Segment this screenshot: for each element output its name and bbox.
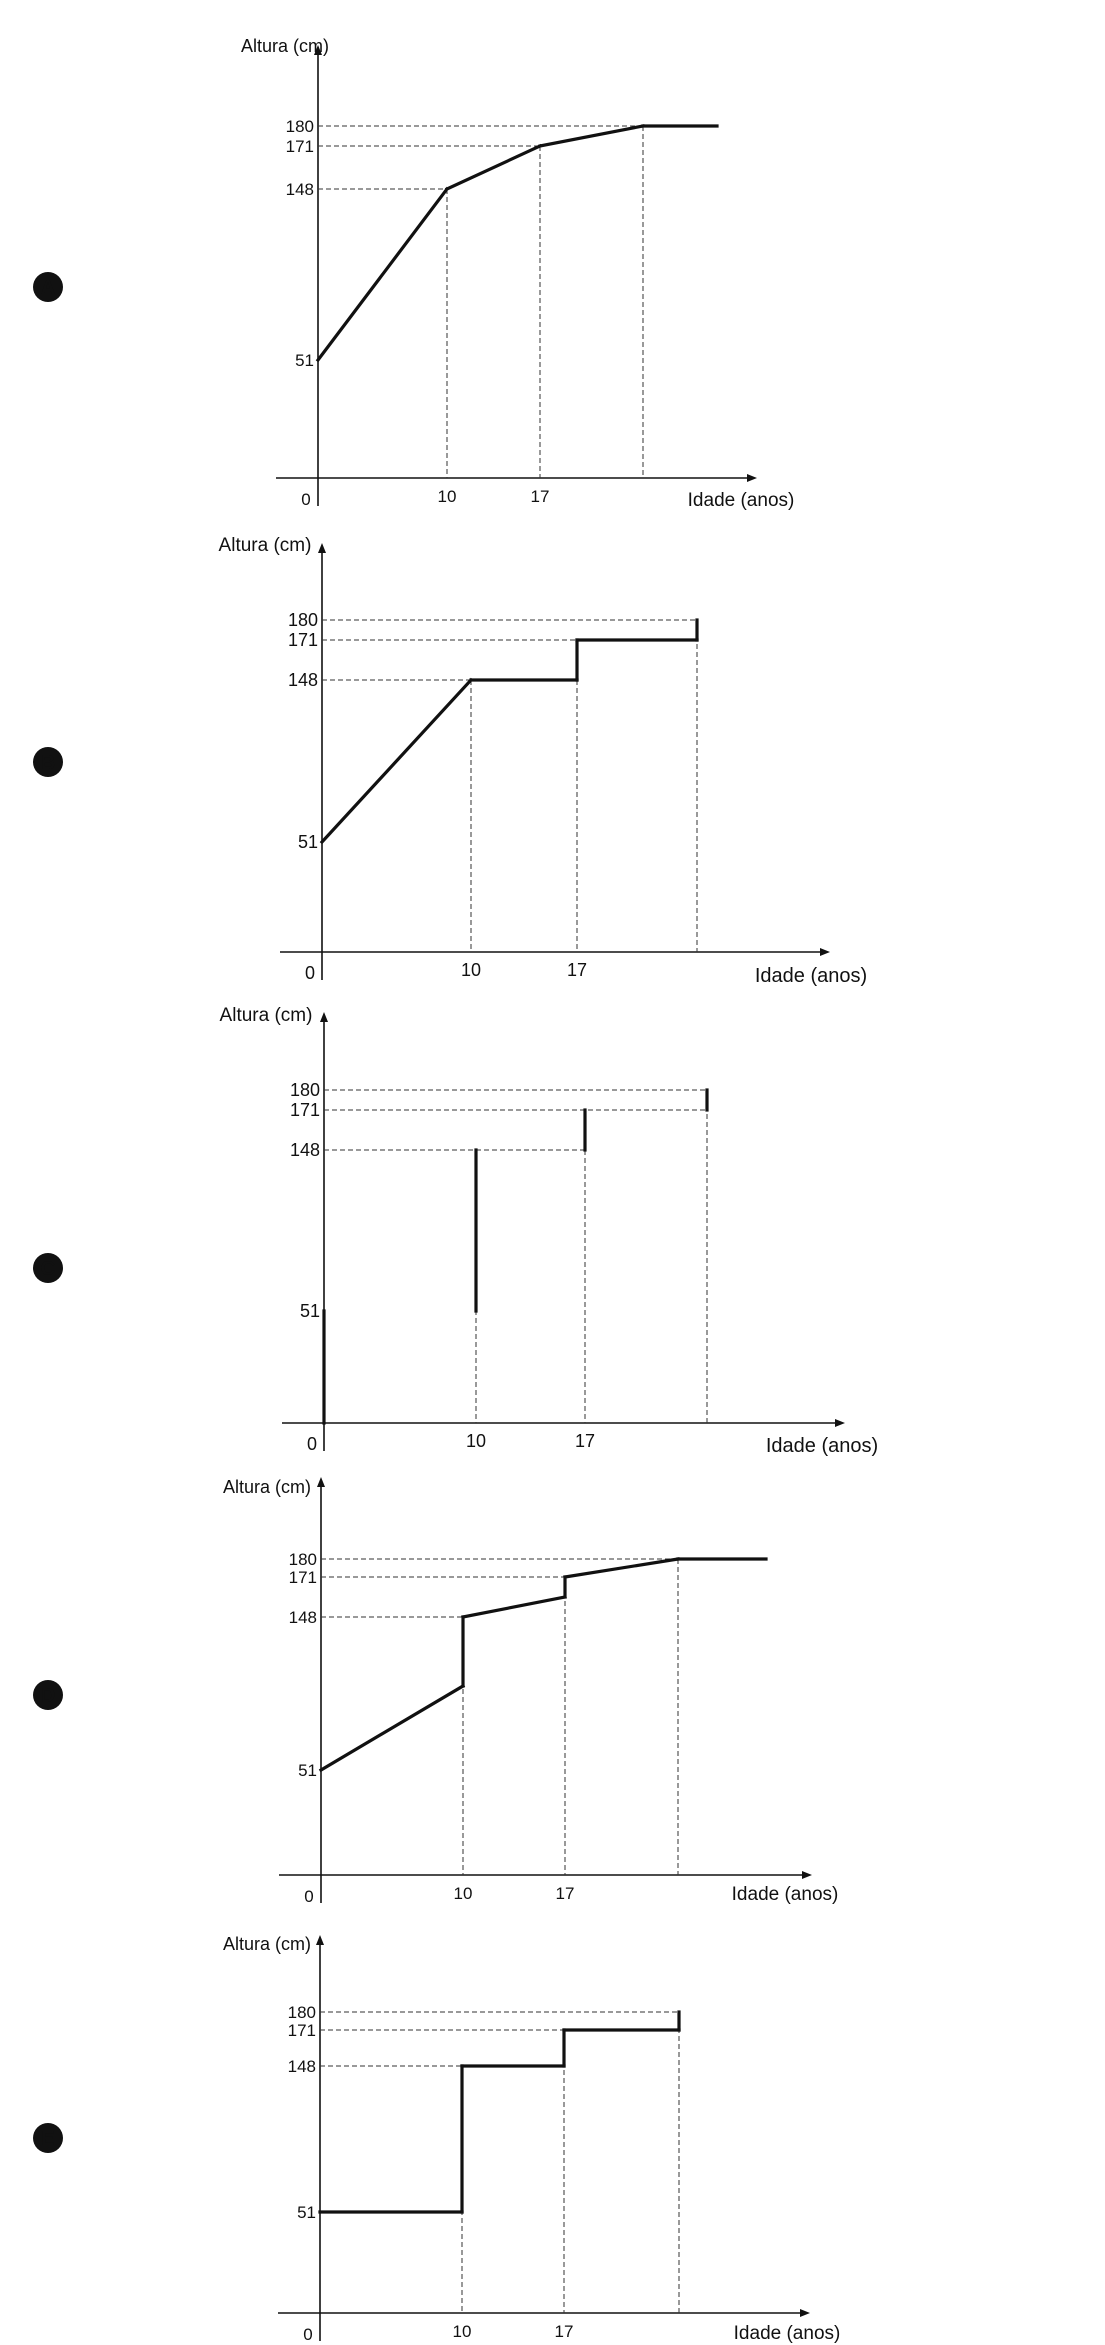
x-axis-arrow: [747, 474, 757, 482]
curve-segment: [447, 146, 540, 189]
option-badge-a: [33, 272, 63, 302]
x-tick-label: 10: [465, 1431, 487, 1451]
guide-lines: [324, 1090, 707, 1423]
x-axis-arrow: [835, 1419, 845, 1427]
y-tick-label: 180: [285, 117, 314, 136]
y-axis-title: Altura (cm): [219, 1005, 313, 1026]
option-badge-letter: B: [40, 752, 56, 774]
height-curve: [321, 1559, 766, 1770]
curve-segment: [463, 1597, 565, 1617]
x-tick-label: 17: [574, 1431, 596, 1451]
axes: [279, 1483, 806, 1903]
y-tick-label: 51: [297, 832, 318, 852]
y-tick-label: 171: [285, 137, 314, 156]
y-tick-label: 51: [299, 1301, 320, 1321]
axes: [276, 51, 751, 506]
y-tick-label: 51: [298, 1761, 317, 1780]
option-badge-letter: E: [41, 2128, 55, 2150]
y-axis-title: Altura (cm): [218, 535, 312, 556]
x-tick-label: 10: [437, 487, 457, 506]
chart-option-a: [33, 36, 794, 511]
option-badge-e: [33, 2123, 63, 2153]
y-axis-arrow: [316, 1935, 324, 1945]
x-axis-title: Idade (anos): [731, 1884, 839, 1905]
y-axis-title: Altura (cm): [222, 1477, 312, 1497]
x-tick-label: 17: [554, 2322, 574, 2341]
x-axis-arrow: [820, 948, 830, 956]
y-tick-label: 180: [287, 610, 318, 630]
x-axis-arrow: [802, 1871, 812, 1879]
option-badge-letter: D: [40, 1685, 56, 1707]
height-curve: [318, 126, 717, 360]
chart-option-e: [33, 1934, 840, 2344]
axes: [280, 549, 824, 980]
x-tick-label: 17: [555, 1884, 575, 1903]
guide-lines: [318, 126, 717, 478]
x-axis-title: Idade (anos): [765, 1435, 879, 1457]
option-badge-c: [33, 1253, 63, 1283]
option-badge-b: [33, 747, 63, 777]
guide-lines: [322, 620, 697, 952]
x-tick-label: 10: [460, 960, 482, 980]
y-tick-label: 148: [287, 670, 318, 690]
height-curve: [324, 1090, 707, 1423]
y-axis-title: Altura (cm): [222, 1934, 312, 1954]
curve-segment: [321, 1686, 463, 1770]
y-axis-arrow: [320, 1012, 328, 1022]
x-axis-title: Idade (anos): [754, 965, 868, 987]
y-tick-label: 148: [289, 1140, 320, 1160]
y-tick-label: 148: [288, 1608, 317, 1627]
y-tick-label: 171: [288, 1568, 317, 1587]
x-axis-arrow: [800, 2309, 810, 2317]
y-axis-arrow: [317, 1477, 325, 1487]
height-curve: [320, 2012, 679, 2212]
y-tick-label: 148: [287, 2057, 316, 2076]
chart-option-d: [33, 1477, 838, 1906]
y-tick-label: 51: [297, 2203, 316, 2222]
y-tick-label: 148: [285, 180, 314, 199]
height-curve: [322, 620, 697, 842]
y-tick-label: 171: [289, 1100, 320, 1120]
curve-segment: [318, 189, 447, 360]
y-tick-label: 51: [295, 351, 314, 370]
y-axis-title: Altura (cm): [240, 36, 330, 56]
x-axis-title: Idade (anos): [687, 490, 795, 511]
option-badge-letter: A: [40, 277, 56, 299]
chart-option-c: [33, 1005, 878, 1457]
y-tick-label: 171: [287, 630, 318, 650]
y-axis-arrow: [318, 543, 326, 553]
x-tick-label: 17: [530, 487, 550, 506]
origin-label: 0: [301, 490, 311, 509]
option-badge-d: [33, 1680, 63, 1710]
curve-segment: [322, 680, 471, 842]
axes: [278, 1941, 804, 2341]
origin-label: 0: [304, 963, 316, 983]
x-tick-label: 10: [453, 1884, 473, 1903]
guide-lines: [321, 1559, 766, 1875]
origin-label: 0: [303, 2325, 313, 2344]
x-axis-title: Idade (anos): [733, 2323, 841, 2344]
axes: [282, 1018, 839, 1451]
x-tick-label: 17: [566, 960, 588, 980]
origin-label: 0: [306, 1434, 318, 1454]
option-badge-letter: C: [40, 1258, 56, 1280]
chart-option-b: [33, 535, 867, 987]
y-tick-label: 180: [288, 1550, 317, 1569]
curve-segment: [540, 126, 643, 146]
guide-lines: [320, 2012, 679, 2313]
origin-label: 0: [304, 1887, 314, 1906]
y-tick-label: 180: [289, 1080, 320, 1100]
y-tick-label: 180: [287, 2003, 316, 2022]
curve-segment: [565, 1559, 678, 1577]
y-tick-label: 171: [287, 2021, 316, 2040]
x-tick-label: 10: [452, 2322, 472, 2341]
